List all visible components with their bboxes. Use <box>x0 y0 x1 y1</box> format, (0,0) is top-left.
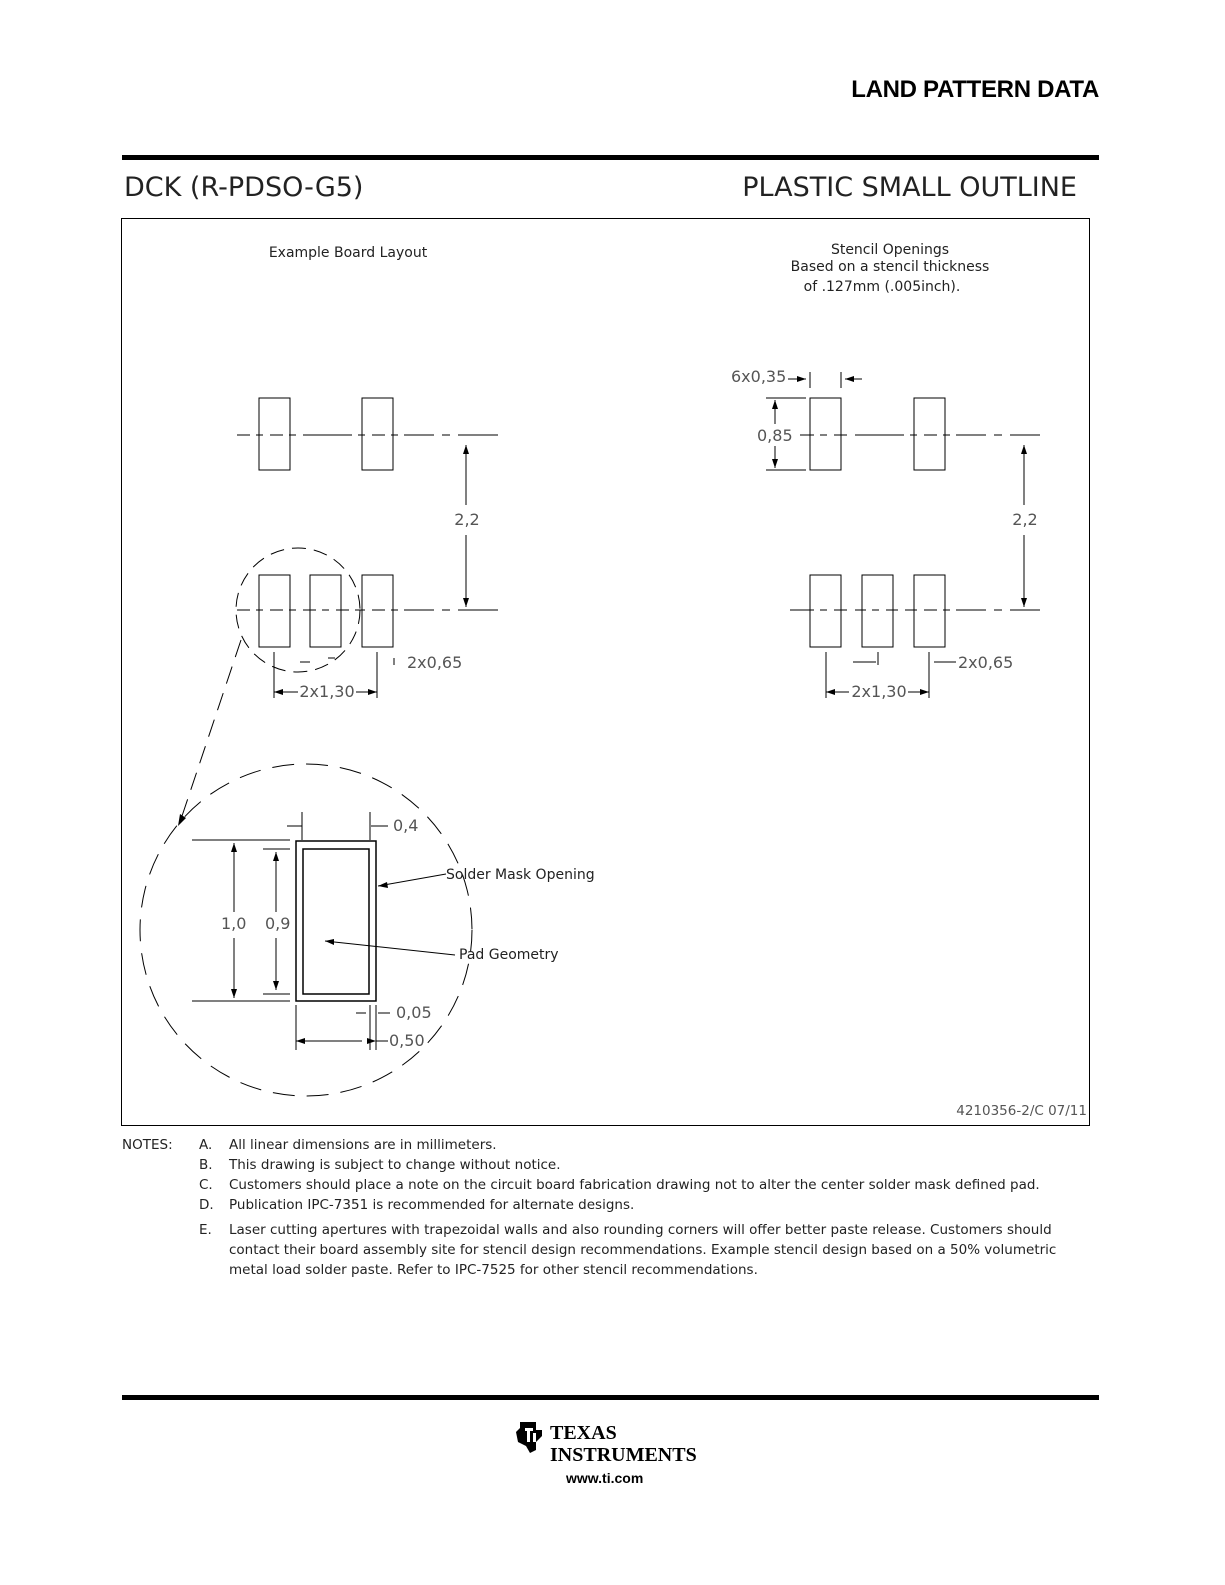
stencil-pad <box>914 398 945 470</box>
dim-row-spacing-right: 2,2 <box>1012 510 1038 529</box>
note-letter: E. <box>199 1222 212 1238</box>
note-text: contact their board assembly site for stencil design recommendations. Example stencil design based on a 50% volumetric <box>229 1242 1057 1258</box>
note-text: metal load solder paste. Refer to IPC-7525 for other stencil recommendations. <box>229 1262 758 1278</box>
pad-geometry-label: Pad Geometry <box>459 947 559 963</box>
dim-pad-width: 6x0,35 <box>731 367 787 386</box>
solder-mask-label: Solder Mask Opening <box>446 867 595 883</box>
stencil-pad <box>914 575 945 647</box>
dim-pitch-left: 2x0,65 <box>407 653 463 672</box>
package-code: DCK (R-PDSO-G5) <box>124 172 364 203</box>
board-pad <box>362 398 393 470</box>
drawing-frame <box>122 219 1090 1126</box>
detail-dim-outer-height: 1,0 <box>221 914 247 933</box>
stencil-title-line2: Based on a stencil thickness <box>790 259 990 275</box>
note-text: Publication IPC-7351 is recommended for alternate designs. <box>229 1197 635 1213</box>
board-layout-title: Example Board Layout <box>268 245 428 261</box>
pad-geometry <box>303 849 369 994</box>
dim-span-left: 2x1,30 <box>299 682 355 701</box>
board-pad <box>362 575 393 647</box>
stencil-pad <box>862 575 893 647</box>
company-name-line2: INSTRUMENTS <box>550 1444 697 1466</box>
note-text: This drawing is subject to change without notice. <box>229 1157 561 1173</box>
drawing-number: 4210356-2/C 07/11 <box>956 1103 1087 1119</box>
page-title: LAND PATTERN DATA <box>851 76 1099 103</box>
board-pad <box>310 575 341 647</box>
solder-mask-opening <box>296 841 376 1001</box>
ti-logo-icon <box>514 1420 544 1454</box>
stencil-title-line1: Stencil Openings <box>830 242 950 258</box>
detail-dim-inner-height: 0,9 <box>265 914 291 933</box>
package-name: PLASTIC SMALL OUTLINE <box>742 172 1077 203</box>
company-url[interactable]: www.ti.com <box>566 1470 644 1486</box>
note-text: Customers should place a note on the circuit board fabrication drawing not to alter the center solder mask defined pad. <box>229 1177 1040 1193</box>
detail-dim-gap: 0,05 <box>396 1003 432 1022</box>
dim-row-spacing-left: 2,2 <box>454 510 480 529</box>
bottom-rule <box>122 1395 1099 1400</box>
note-letter: B. <box>199 1157 213 1173</box>
note-letter: D. <box>199 1197 214 1213</box>
note-letter: A. <box>199 1137 213 1153</box>
stencil-title-line3: of .127mm (.005inch). <box>803 279 961 295</box>
notes-label: NOTES: <box>122 1137 173 1153</box>
dim-span-right: 2x1,30 <box>851 682 907 701</box>
dim-pitch-right: 2x0,65 <box>958 653 1014 672</box>
board-pad <box>259 398 290 470</box>
detail-dim-width: 0,4 <box>393 816 419 835</box>
board-pad <box>259 575 290 647</box>
note-text: Laser cutting apertures with trapezoidal walls and also rounding corners will offer better paste release. Customers should <box>229 1222 1052 1238</box>
note-text: All linear dimensions are in millimeters. <box>229 1137 497 1153</box>
note-letter: C. <box>199 1177 213 1193</box>
company-name-line1: TEXAS <box>550 1422 617 1444</box>
detail-dim-outer-width: 0,50 <box>389 1031 425 1050</box>
stencil-pad <box>810 575 841 647</box>
stencil-pad <box>810 398 841 470</box>
dim-pad-height: 0,85 <box>757 426 793 445</box>
